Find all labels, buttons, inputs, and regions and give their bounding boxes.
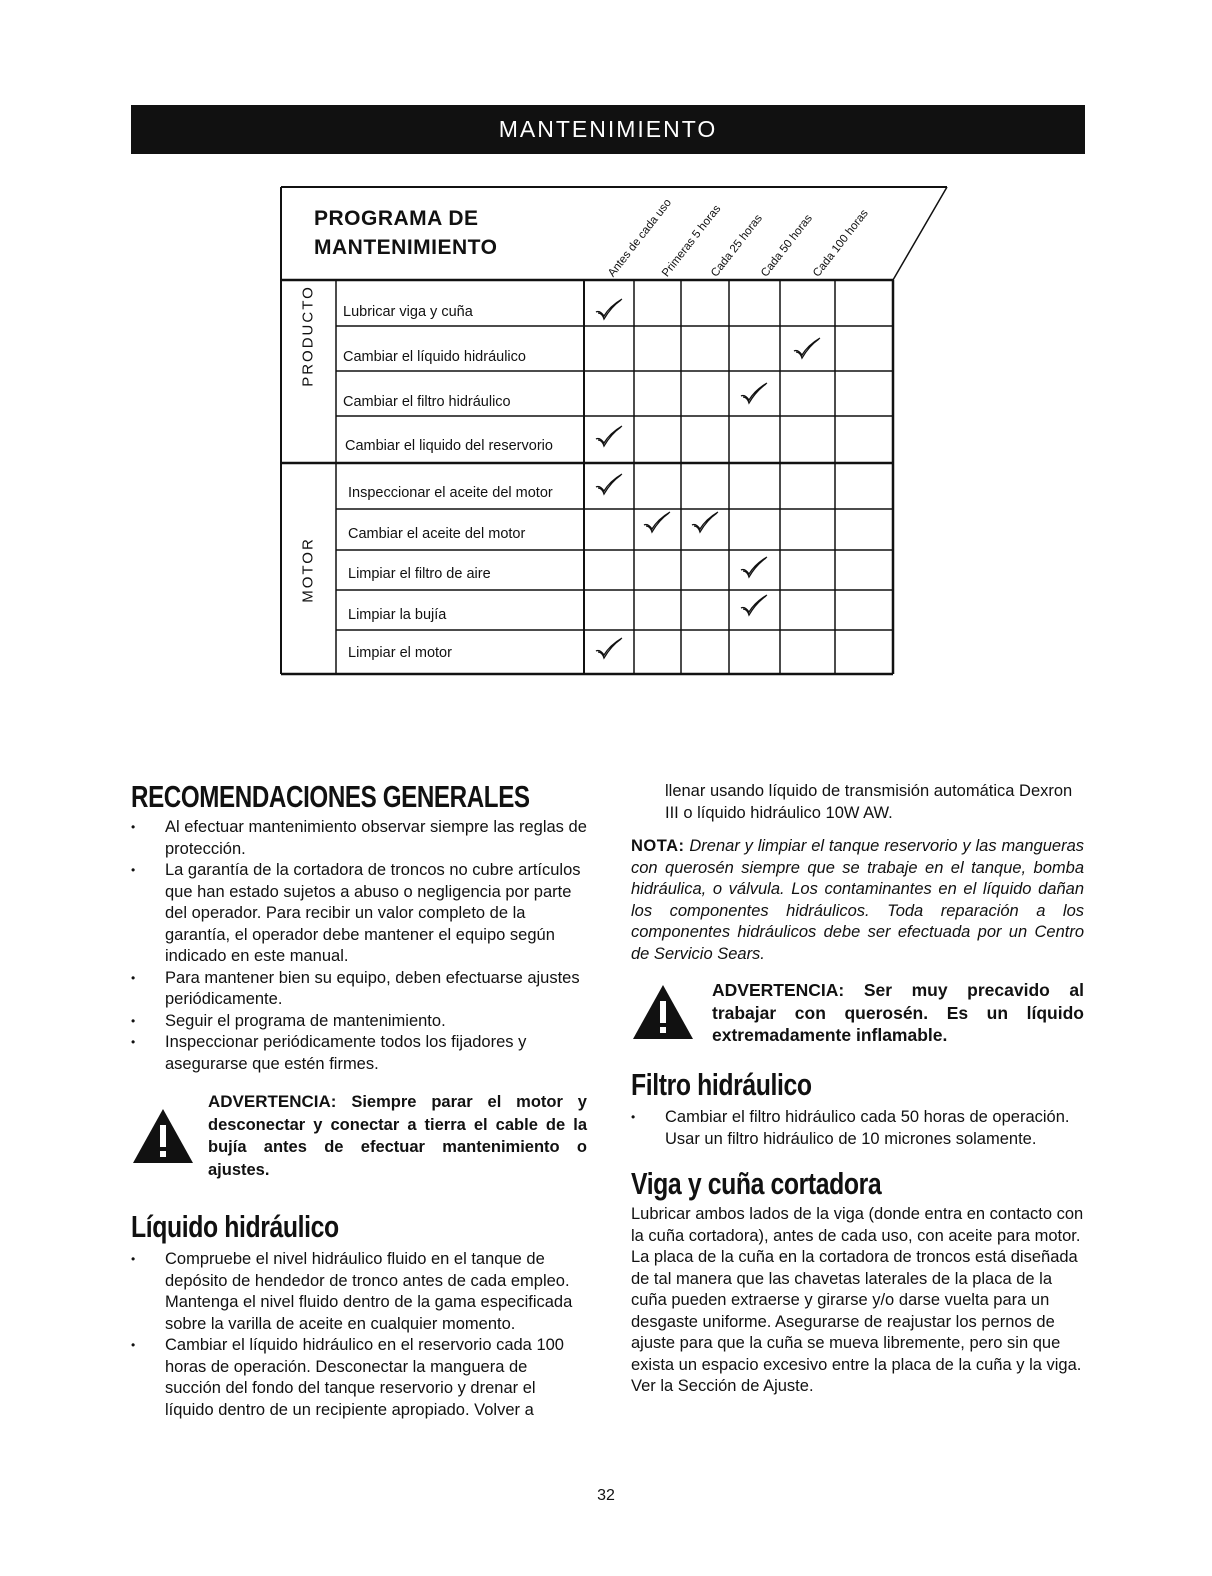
warning-body: Siempre parar el motor y desconectar y conectar a tierra el cable de la bujía antes de efectuar mantenimiento o ajustes. xyxy=(208,1093,587,1179)
task-label: Cambiar el filtro hidráulico xyxy=(343,394,511,410)
heading-liquido: Líquido hidráulico xyxy=(131,1209,339,1244)
group-label-producto: PRODUCTO xyxy=(299,285,317,387)
schedule-grid xyxy=(0,0,1212,700)
warning-icon xyxy=(131,1107,195,1165)
column-header: Primeras 5 horas xyxy=(660,202,724,280)
schedule-title-line1: PROGRAMA DE xyxy=(314,207,479,230)
group-label-motor: MOTOR xyxy=(299,537,317,603)
liquid-list xyxy=(131,1249,587,1421)
task-label: Inspeccionar el aceite del motor xyxy=(348,485,553,501)
warning-text xyxy=(208,1091,587,1181)
page-number: 32 xyxy=(597,1487,615,1504)
list-item: • Cambiar el líquido hidráulico en el reservorio cada 100 horas de operación. Desconectar la manguera de succión del fondo del tanque reservorio y drenar el líquido dentro de un recipiente apropiado. Volver a xyxy=(131,1335,587,1421)
check-mark-icon xyxy=(739,593,769,621)
left-column xyxy=(131,779,587,1421)
list-item: • Compruebe el nivel hidráulico fluido en el tanque de depósito de hendedor de tronco antes de cada empleo. Mantenga el nivel fluido dentro de la gama especificada sobre la varilla de aceite en cualquier momento. xyxy=(131,1249,587,1335)
list-item: • Cambiar el filtro hidráulico cada 50 horas de operación. Usar un filtro hidráulico de 10 micrones solamente. xyxy=(631,1107,1084,1150)
warning-text xyxy=(712,979,1084,1047)
beam-paragraph: Lubricar ambos lados de la viga (donde entra en contacto con la cuña cortadora), antes de cada uso, con aceite para motor. La placa de la cuña en la cortadora de troncos está diseñada de tal manera que las chavetas laterales de la placa de la cuña pueden extraerse y girarse y/o darse vuelta para un desgaste uniforme. Asegurarse de reajustar los pernos de ajuste para que la cuña se mueva libremente, pero sin que exista un espacio excesivo entre la placa de la cuña y la viga. Ver la Sección de Ajuste. xyxy=(631,1205,1084,1395)
list-item: • Al efectuar mantenimiento observar siempre las reglas de protección. xyxy=(131,817,587,860)
continuation-text: llenar usando líquido de transmisión automática Dexron III o líquido hidráulico 10W AW. xyxy=(665,782,1073,822)
right-column xyxy=(631,781,1084,1398)
recommendations-list xyxy=(131,817,587,1075)
warning-block xyxy=(631,979,1084,1049)
heading-filtro: Filtro hidráulico xyxy=(631,1067,812,1102)
task-label: Lubricar viga y cuña xyxy=(343,304,473,320)
column-header: Antes de cada uso xyxy=(606,196,675,280)
task-label: Limpiar la bujía xyxy=(348,607,447,623)
check-mark-icon xyxy=(594,472,624,500)
heading-viga: Viga y cuña cortadora xyxy=(631,1166,882,1201)
note-label: NOTA: xyxy=(631,837,685,855)
check-mark-icon xyxy=(594,424,624,452)
check-mark-icon xyxy=(739,381,769,409)
task-label: Cambiar el líquido hidráulico xyxy=(343,349,526,365)
task-label: Limpiar el filtro de aire xyxy=(348,566,491,582)
note-text: Drenar y limpiar el tanque reservorio y las mangueras con querosén siempre que se trabaje en el tanque, bomba hidráulica, o válvula. Los contaminantes en el líquido dañan los componentes hidráulicos. Toda reparación a los componentes hidráulicos debe ser efectuada por un Centro de Servicio Sears. xyxy=(631,837,1084,963)
check-mark-icon xyxy=(642,510,672,538)
schedule-title-line2: MANTENIMIENTO xyxy=(314,236,498,259)
heading-recomendaciones: RECOMENDACIONES GENERALES xyxy=(131,779,530,814)
note-block xyxy=(631,836,1084,965)
warning-body: Ser muy precavido al trabajar con querosén. Es un líquido extremadamente inflamable. xyxy=(712,980,1084,1045)
task-label: Cambiar el aceite del motor xyxy=(348,526,526,542)
filter-list xyxy=(631,1107,1084,1150)
list-item: • Inspeccionar periódicamente todos los fijadores y asegurarse que estén firmes. xyxy=(131,1032,587,1075)
column-header: Cada 25 horas xyxy=(709,212,765,280)
warning-icon xyxy=(631,983,695,1041)
section-banner: MANTENIMIENTO xyxy=(131,105,1085,154)
check-mark-icon xyxy=(739,555,769,583)
check-mark-icon xyxy=(594,636,624,664)
task-label: Cambiar el liquido del reservorio xyxy=(345,438,553,454)
task-label: Limpiar el motor xyxy=(348,645,452,661)
list-item: • La garantía de la cortadora de troncos no cubre artículos que han estado sujetos a abuso o negligencia por parte del operador. Para recibir un valor completo de la garantía, el operador debe mantener el equipo según indicado en este manual. xyxy=(131,860,587,968)
check-mark-icon xyxy=(594,297,624,325)
list-item: • Para mantener bien su equipo, deben efectuarse ajustes periódicamente. xyxy=(131,968,587,1011)
warning-label: ADVERTENCIA: xyxy=(712,980,845,1000)
check-mark-icon xyxy=(690,510,720,538)
schedule-title xyxy=(314,204,497,262)
check-mark-icon xyxy=(792,336,822,364)
list-item: • Seguir el programa de mantenimiento. xyxy=(131,1011,587,1033)
warning-block xyxy=(131,1091,587,1187)
column-header: Cada 100 horas xyxy=(811,207,871,280)
column-header: Cada 50 horas xyxy=(759,212,815,280)
warning-label: ADVERTENCIA: xyxy=(208,1092,337,1111)
